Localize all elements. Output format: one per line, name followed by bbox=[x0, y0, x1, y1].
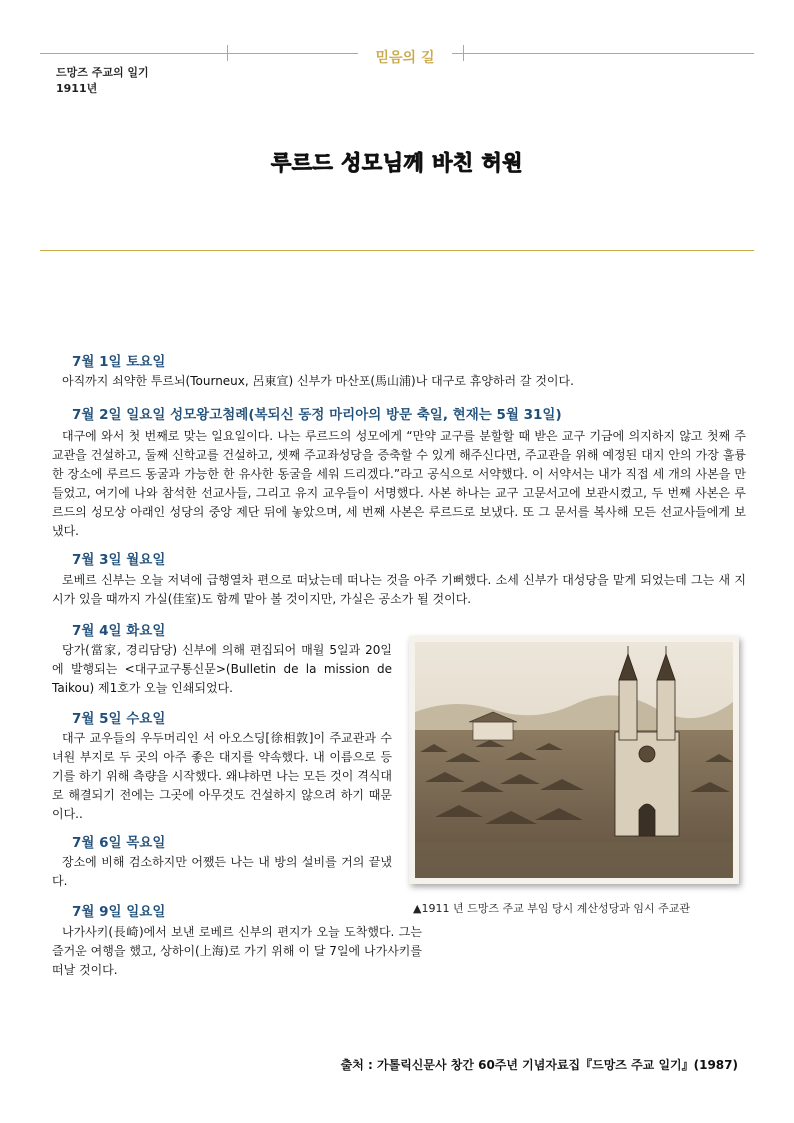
section-label: 믿음의 길 bbox=[375, 50, 435, 66]
entry-heading-6: 7월 6일 목요일 bbox=[72, 835, 166, 851]
entry-body-1: 아직까지 쇠약한 투르뇌(Tourneux, 呂東宣) 신부가 마산포(馬山浦)나 대구로 휴양하러 갈 것이다. bbox=[62, 374, 574, 388]
entry-body-4: 당가(當家, 경리담당) 신부에 의해 편집되어 매월 5일과 20일에 발행되는 <대구교구통신문>(Bulletin de la mission de Taikou) 제1호가 오늘 인쇄되었다. bbox=[52, 643, 392, 695]
page-title: 루르드 성모님께 바친 허원 bbox=[270, 151, 524, 175]
entry-body-6: 장소에 비해 검소하지만 어쨌든 나는 내 방의 설비를 거의 끝냈다. bbox=[52, 855, 392, 888]
header-rule-right bbox=[452, 53, 754, 54]
entry-body-5: 대구 교우들의 우두머리인 서 아오스딩[徐相敦]이 주교관과 수녀원 부지로 두 곳의 아주 좋은 대지를 약속했다. 내 이름으로 등기를 하기 위해 측량을 시작했다. 왜냐하면 나는 모든 것이 격식대로 해결되기 전에는 그곳에 아무것도 건설하지 않으려 하기 때문이다.. bbox=[52, 731, 392, 821]
title-rule bbox=[40, 250, 754, 251]
source-citation: 출처 : 가톨릭신문사 창간 60주년 기념자료집『드망즈 주교 일기』(1987) bbox=[340, 1058, 738, 1072]
entry-heading-4: 7월 4일 화요일 bbox=[72, 623, 166, 639]
header-tick-left bbox=[227, 45, 228, 61]
entry-heading-3: 7월 3일 월요일 bbox=[72, 552, 166, 568]
entry-heading-5: 7월 5일 수요일 bbox=[72, 711, 166, 727]
entry-body-7: 나가사키(長崎)에서 보낸 로베르 신부의 편지가 오늘 도착했다. 그는 즐거운 여행을 했고, 상하이(上海)로 가기 위해 이 달 7일에 나가사키를 떠날 것이다. bbox=[52, 925, 422, 977]
cathedral-photo-image bbox=[415, 642, 733, 878]
entry-heading-2: 7월 2일 일요일 성모왕고첨례(복되신 동정 마리아의 방문 축일, 현재는 5월 31일) bbox=[72, 407, 562, 423]
year-label: 1911년 bbox=[56, 82, 98, 95]
entry-body-3: 로베르 신부는 오늘 저녁에 급행열차 편으로 떠났는데 떠나는 것을 아주 기뻐했다. 소세 신부가 대성당을 맡게 되었는데 그는 새 지시가 있을 때까지 가실(佳室)도 함께 맡아 볼 것이지만, 가실은 공소가 될 것이다. bbox=[52, 573, 746, 606]
entry-heading-1: 7월 1일 토요일 bbox=[72, 354, 166, 370]
historical-photo bbox=[409, 636, 739, 884]
entry-heading-7: 7월 9일 일요일 bbox=[72, 904, 166, 920]
photo-caption: ▲1911 년 드망즈 주교 부임 당시 계산성당과 임시 주교관 bbox=[413, 902, 690, 915]
header-tick-right bbox=[463, 45, 464, 61]
header-rule-left bbox=[40, 53, 358, 54]
entry-body-2: 대구에 와서 첫 번째로 맞는 일요일이다. 나는 루르드의 성모에게 “만약 교구를 분할할 때 받은 교구 기금에 의지하지 않고 첫째 주교관을 건설하고, 둘째 신학교를 건설하고, 셋째 주교좌성당을 증축할 수 있게 해주신다면, 주교관을 위해 예정된 대지 안의 가장 훌륭한 장소에 루르드 동굴과 가능한 한 유사한 동굴을 세워 드리겠다.”라고 공식으로 서약했다. 이 서약서는 내가 직접 세 개의 사본을 만들었고, 여기에 나와 참석한 선교사들, 그리고 유지 교우들이 서명했다. 사본 하나는 교구 고문서고에 보관시켰고, 두 번째 사본은 루르드의 성모상 아래인 성당의 중앙 제단 뒤에 놓았으며, 세 번째 사본은 루르드로 보냈다. 또 그 문서를 복사해 모든 선교사들에게 보냈다. bbox=[52, 429, 746, 538]
series-label: 드망즈 주교의 일기 bbox=[56, 66, 149, 79]
